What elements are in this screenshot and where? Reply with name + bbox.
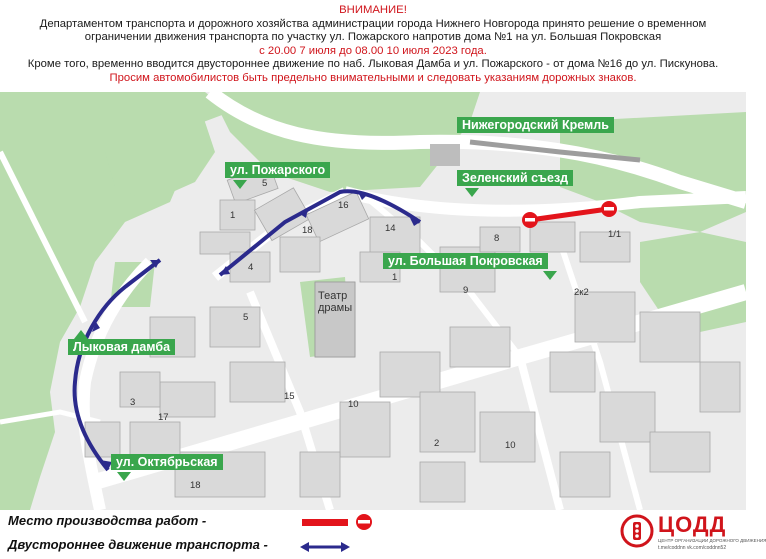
label-lykovaya-text: Лыковая дамба xyxy=(73,340,171,354)
label-pointer xyxy=(117,472,131,481)
building-number: 17 xyxy=(158,412,169,423)
building-number: 9 xyxy=(463,285,469,296)
building-number: 18 xyxy=(190,480,201,491)
logo-name: ЦОДД xyxy=(658,512,727,537)
kremlin-tower xyxy=(430,144,460,166)
legend-works-symbol xyxy=(300,513,380,531)
building-number: 10 xyxy=(348,399,359,410)
notice-dates: с 20.00 7 июля до 08.00 10 июля 2023 года. xyxy=(259,44,487,57)
logo-links: t.me/coddnn vk.com/coddnn52 xyxy=(658,545,727,551)
building-number: 2к2 xyxy=(574,287,589,298)
notice-title: ВНИМАНИЕ! xyxy=(339,4,407,16)
building-number: 4 xyxy=(248,262,254,273)
notice-line-2: ограничении движения транспорта по участку ул. Пожарского напротив дома №1 на ул. Большая Покровская xyxy=(84,31,662,44)
building-number: 8 xyxy=(494,233,500,244)
building-number: 5 xyxy=(262,178,268,189)
label-lykovaya xyxy=(68,339,175,355)
label-pokrovskaya xyxy=(383,253,548,269)
label-kremlin xyxy=(457,117,614,133)
label-pozharskogo-text: ул. Пожарского xyxy=(230,163,326,177)
legend-twoway-arrow-icon xyxy=(300,540,350,554)
label-pointer xyxy=(465,188,479,197)
label-pointer xyxy=(233,180,247,189)
map-area xyxy=(0,92,746,510)
theatre-label: Театр драмы xyxy=(318,290,353,314)
map-canvas xyxy=(0,92,746,510)
label-zelensky xyxy=(457,170,573,186)
label-pointer xyxy=(74,330,88,339)
label-zelensky-text: Зеленский съезд xyxy=(462,171,569,185)
label-pointer xyxy=(543,271,557,280)
building-number: 2 xyxy=(434,438,440,449)
notice-warning: Просим автомобилистов быть предельно внимательными и следовать указаниям дорожных знаков. xyxy=(109,71,637,84)
legend-twoway-label: Двустороннее движение транспорта - xyxy=(8,537,268,552)
logo-emblem-icon xyxy=(620,514,654,548)
building-number: 1 xyxy=(230,210,236,221)
building-number: 3 xyxy=(130,397,136,408)
building-number: 15 xyxy=(284,391,295,402)
notice-line-1: Департаментом транспорта и дорожного хозяйства администрации города Нижнего Новгорода принято решение о временном xyxy=(39,17,707,30)
codd-logo xyxy=(620,510,766,559)
label-pokrovskaya-text: ул. Большая Покровская xyxy=(388,254,543,268)
logo-subtitle: ЦЕНТР ОРГАНИЗАЦИИ ДОРОЖНОГО ДВИЖЕНИЯ xyxy=(658,538,766,543)
building-number: 10 xyxy=(505,440,516,451)
notice-header xyxy=(0,0,746,92)
building-number: 1/1 xyxy=(608,229,622,240)
no-entry-sign-right xyxy=(601,201,617,217)
notice-line-4: Кроме того, временно вводится двустороннее движение по наб. Лыковая Дамба и ул. Пожарского - от дома №16 до ул. Пискунова. xyxy=(27,58,719,71)
label-kremlin-text: Нижегородский Кремль xyxy=(462,118,609,132)
label-oktyabrskaya xyxy=(111,454,223,470)
legend-works-label: Место производства работ - xyxy=(8,513,207,528)
building-number: 18 xyxy=(302,225,313,236)
building-number: 1 xyxy=(392,272,398,283)
no-entry-sign-left xyxy=(522,212,538,228)
building-number: 14 xyxy=(385,223,396,234)
building-number: 5 xyxy=(243,312,249,323)
label-oktyabrskaya-text: ул. Октябрьская xyxy=(116,455,218,469)
building-number: 16 xyxy=(338,200,349,211)
label-pozharskogo xyxy=(225,162,330,178)
